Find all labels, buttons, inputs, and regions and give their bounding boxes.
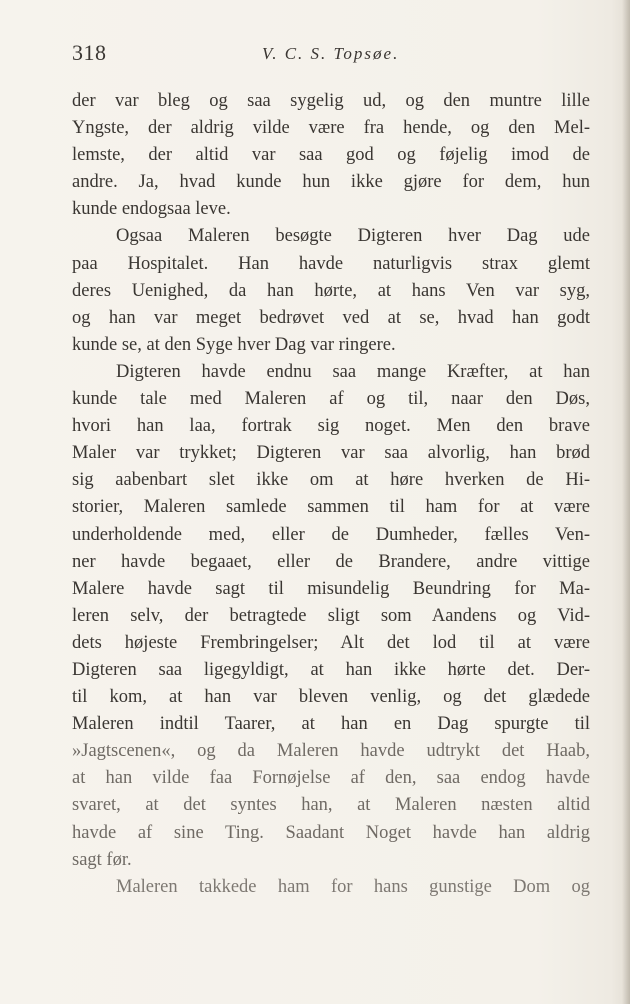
text-line: Malere havde sagt til misundelig Beundring for Ma- (72, 578, 590, 599)
text-line: kunde endogsaa leve. (72, 199, 231, 220)
text-line: kunde tale med Maleren af og til, naar den Døs, (72, 389, 590, 410)
text-line: Ogsaa Maleren besøgte Digteren hver Dag ude (116, 226, 590, 247)
text-line: leren selv, der betragtede sligt som Aandens og Vid- (72, 605, 590, 626)
text-line: ner havde begaaet, eller de Brandere, andre vittige (72, 551, 590, 572)
text-line: hvori han laa, fortrak sig noget. Men den brave (72, 416, 590, 437)
text-line: underholdende med, eller de Dumheder, fælles Ven- (72, 524, 590, 545)
text-line: og han var meget bedrøvet ved at se, hvad han godt (72, 307, 590, 328)
text-line: dets højeste Frembringelser; Alt det lod til at være (72, 632, 590, 653)
page-edge-shadow (622, 0, 630, 1004)
text-line: »Jagtscenen«, og da Maleren havde udtrykt det Haab, (72, 741, 590, 762)
running-head: V. C. S. Topsøe. (262, 44, 400, 63)
text-line: til kom, at han var bleven venlig, og det glædede (72, 687, 590, 708)
body-text (72, 88, 590, 901)
text-line: storier, Maleren samlede sammen til ham for at være (72, 497, 590, 518)
text-line: svaret, at det syntes han, at Maleren næsten altid (72, 795, 590, 816)
text-line: at han vilde faa Fornøjelse af den, saa endog havde (72, 768, 590, 789)
text-line: Maler var trykket; Digteren var saa alvorlig, han brød (72, 443, 590, 464)
text-line: der var bleg og saa sygelig ud, og den muntre lille (72, 91, 590, 111)
text-line: lemste, der altid var saa god og føjelig imod de (72, 145, 590, 166)
page-number: 318 (72, 40, 107, 65)
text-line: Digteren saa ligegyldigt, at han ikke hørte det. Der- (72, 659, 590, 680)
text-line: kunde se, at den Syge hver Dag var ringere. (72, 334, 396, 355)
text-line: andre. Ja, hvad kunde hun ikke gjøre for dem, hun (72, 172, 590, 193)
text-line: sig aabenbart slet ikke om at høre hverken de Hi- (72, 470, 590, 491)
text-line: havde af sine Ting. Saadant Noget havde han aldrig (72, 822, 590, 843)
text-line: sagt før. (72, 849, 132, 870)
text-line: Yngste, der aldrig vilde være fra hende, og den Mel- (72, 118, 590, 139)
text-line: paa Hospitalet. Han havde naturligvis strax glemt (72, 253, 590, 274)
text-line: Digteren havde endnu saa mange Kræfter, at han (116, 361, 590, 382)
page-header (72, 40, 592, 68)
text-line: Maleren takkede ham for hans gunstige Dom og (116, 876, 590, 897)
text-line: deres Uenighed, da han hørte, at hans Ven var syg, (72, 280, 590, 301)
text-line: Maleren indtil Taarer, at han en Dag spurgte til (72, 714, 590, 735)
